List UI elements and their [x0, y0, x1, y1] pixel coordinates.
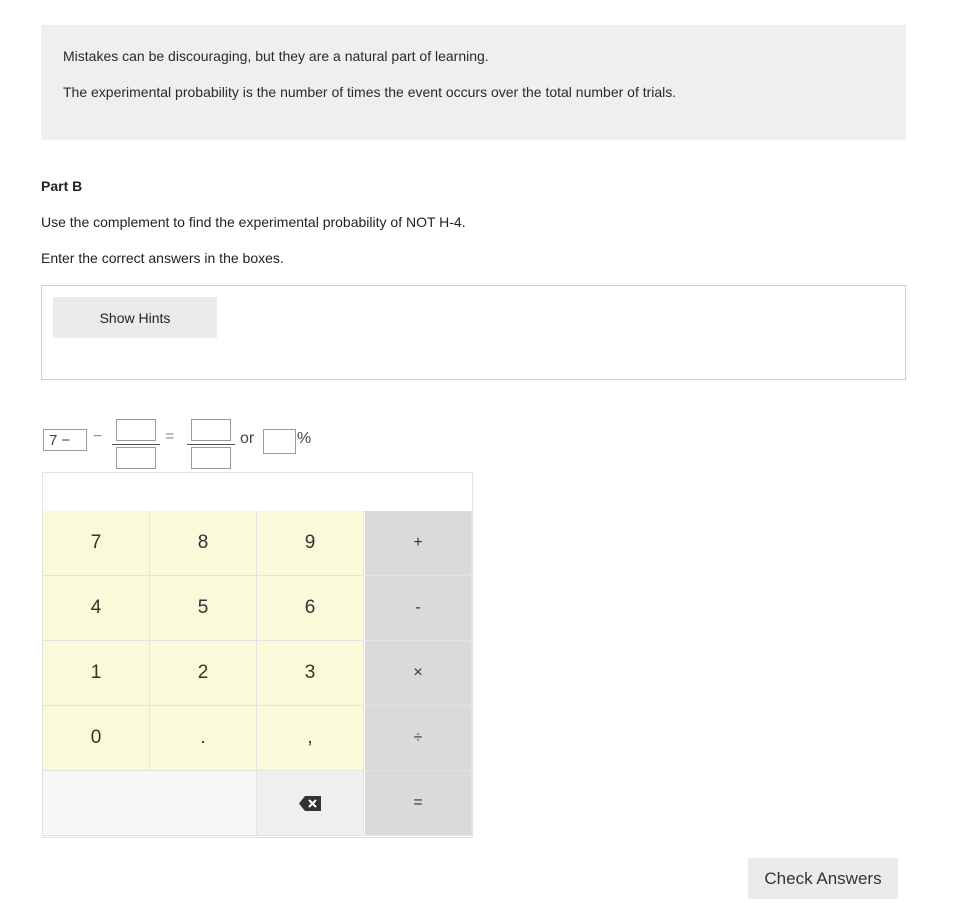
answer-equation	[41, 418, 441, 474]
key-equals[interactable]: =	[365, 771, 472, 836]
key-3[interactable]: 3	[257, 641, 364, 706]
key-2[interactable]: 2	[150, 641, 257, 706]
keypad-blank-area	[43, 771, 257, 836]
part-title: Part B	[41, 178, 83, 194]
key-1[interactable]: 1	[43, 641, 150, 706]
fraction-2-denominator-input[interactable]	[191, 447, 231, 469]
key-8[interactable]: 8	[150, 511, 257, 576]
fraction-1-bar	[112, 444, 160, 445]
key-6[interactable]: 6	[257, 576, 364, 641]
key-decimal[interactable]: .	[150, 706, 257, 771]
key-backspace[interactable]	[257, 771, 364, 836]
or-text: or	[240, 430, 255, 447]
check-answers-button[interactable]: Check Answers	[748, 858, 898, 899]
key-5[interactable]: 5	[150, 576, 257, 641]
key-comma[interactable]: ,	[257, 706, 364, 771]
key-7[interactable]: 7	[43, 511, 150, 576]
feedback-panel	[41, 25, 906, 140]
key-divide[interactable]: ÷	[365, 706, 472, 771]
key-minus[interactable]: -	[365, 576, 472, 641]
percent-sign: %	[297, 430, 312, 447]
key-multiply[interactable]: ×	[365, 641, 472, 706]
show-hints-button[interactable]: Show Hints	[53, 297, 217, 338]
feedback-line-1: Mistakes can be discouraging, but they are a natural part of learning.	[63, 48, 489, 64]
hints-container	[41, 285, 906, 380]
percent-input[interactable]	[263, 429, 296, 454]
keypad	[42, 472, 473, 838]
minus-sign: −	[93, 428, 103, 445]
backspace-icon	[299, 796, 321, 811]
fraction-2-bar	[187, 444, 235, 445]
instruction-text-2: Enter the correct answers in the boxes.	[41, 250, 284, 266]
key-4[interactable]: 4	[43, 576, 150, 641]
feedback-line-2: The experimental probability is the number of times the event occurs over the total number of trials.	[63, 84, 677, 100]
key-0[interactable]: 0	[43, 706, 150, 771]
fraction-2-numerator-input[interactable]	[191, 419, 231, 441]
keypad-display	[43, 473, 472, 512]
equals-sign: =	[165, 428, 175, 445]
answer-input-prefilled[interactable]: 7 −	[43, 429, 87, 451]
key-9[interactable]: 9	[257, 511, 364, 576]
fraction-1-numerator-input[interactable]	[116, 419, 156, 441]
key-plus[interactable]: +	[365, 511, 472, 576]
fraction-1-denominator-input[interactable]	[116, 447, 156, 469]
instruction-text: Use the complement to find the experimental probability of NOT H-4.	[41, 214, 466, 230]
